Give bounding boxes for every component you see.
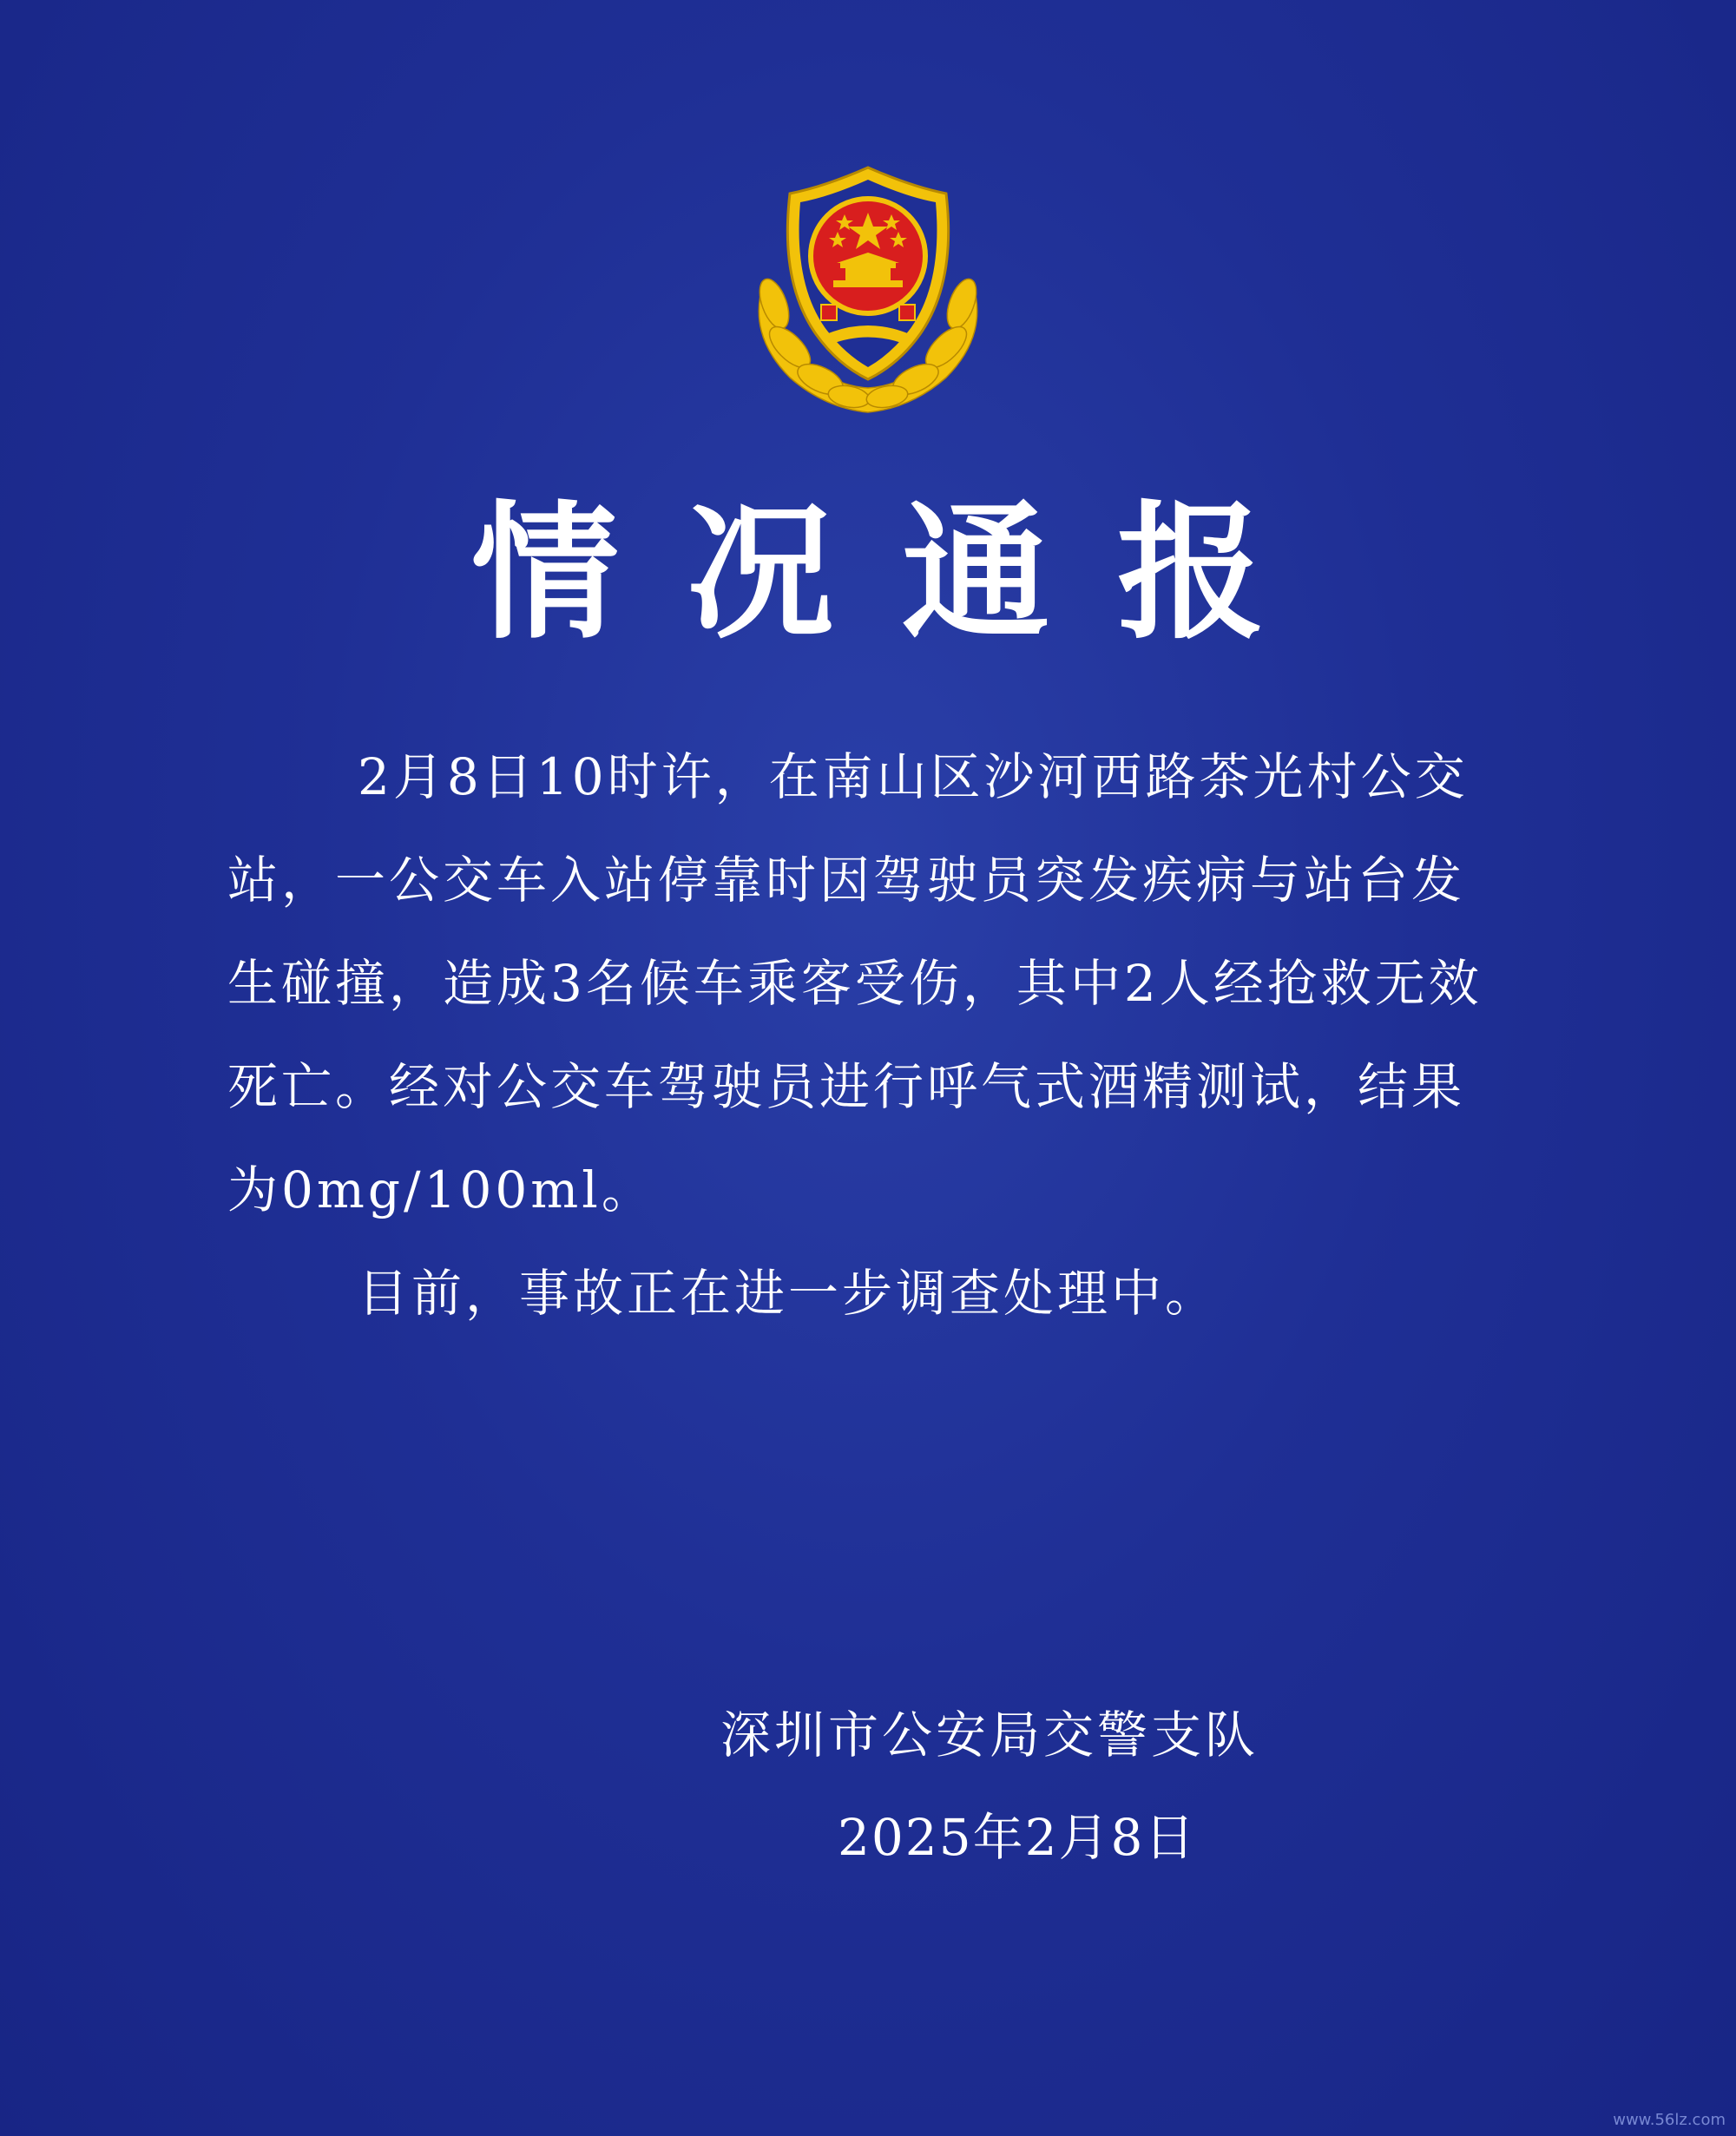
police-emblem-icon (729, 152, 1007, 430)
notice-body (227, 726, 1512, 1345)
paragraph-status: 目前，事故正在进一步调查处理中。 (358, 1264, 1220, 1323)
site-watermark: www.56lz.com (1613, 2111, 1726, 2129)
page-title: 情况通报 (470, 486, 1332, 660)
issuer-signature: 深圳市公安局交警支队 (720, 1706, 1259, 1765)
paragraph-incident: 2月8日10时许，在南山区沙河西路茶光村公交站，一公交车入站停靠时因驾驶员突发疾病与站台发生碰撞，造成3名候车乘客受伤，其中2人经抢救无效死亡。经对公交车驾驶员进行呼气式酒精测试，结果为0mg/100ml。 (227, 747, 1483, 1219)
issue-date: 2025年2月8日 (838, 1808, 1197, 1867)
